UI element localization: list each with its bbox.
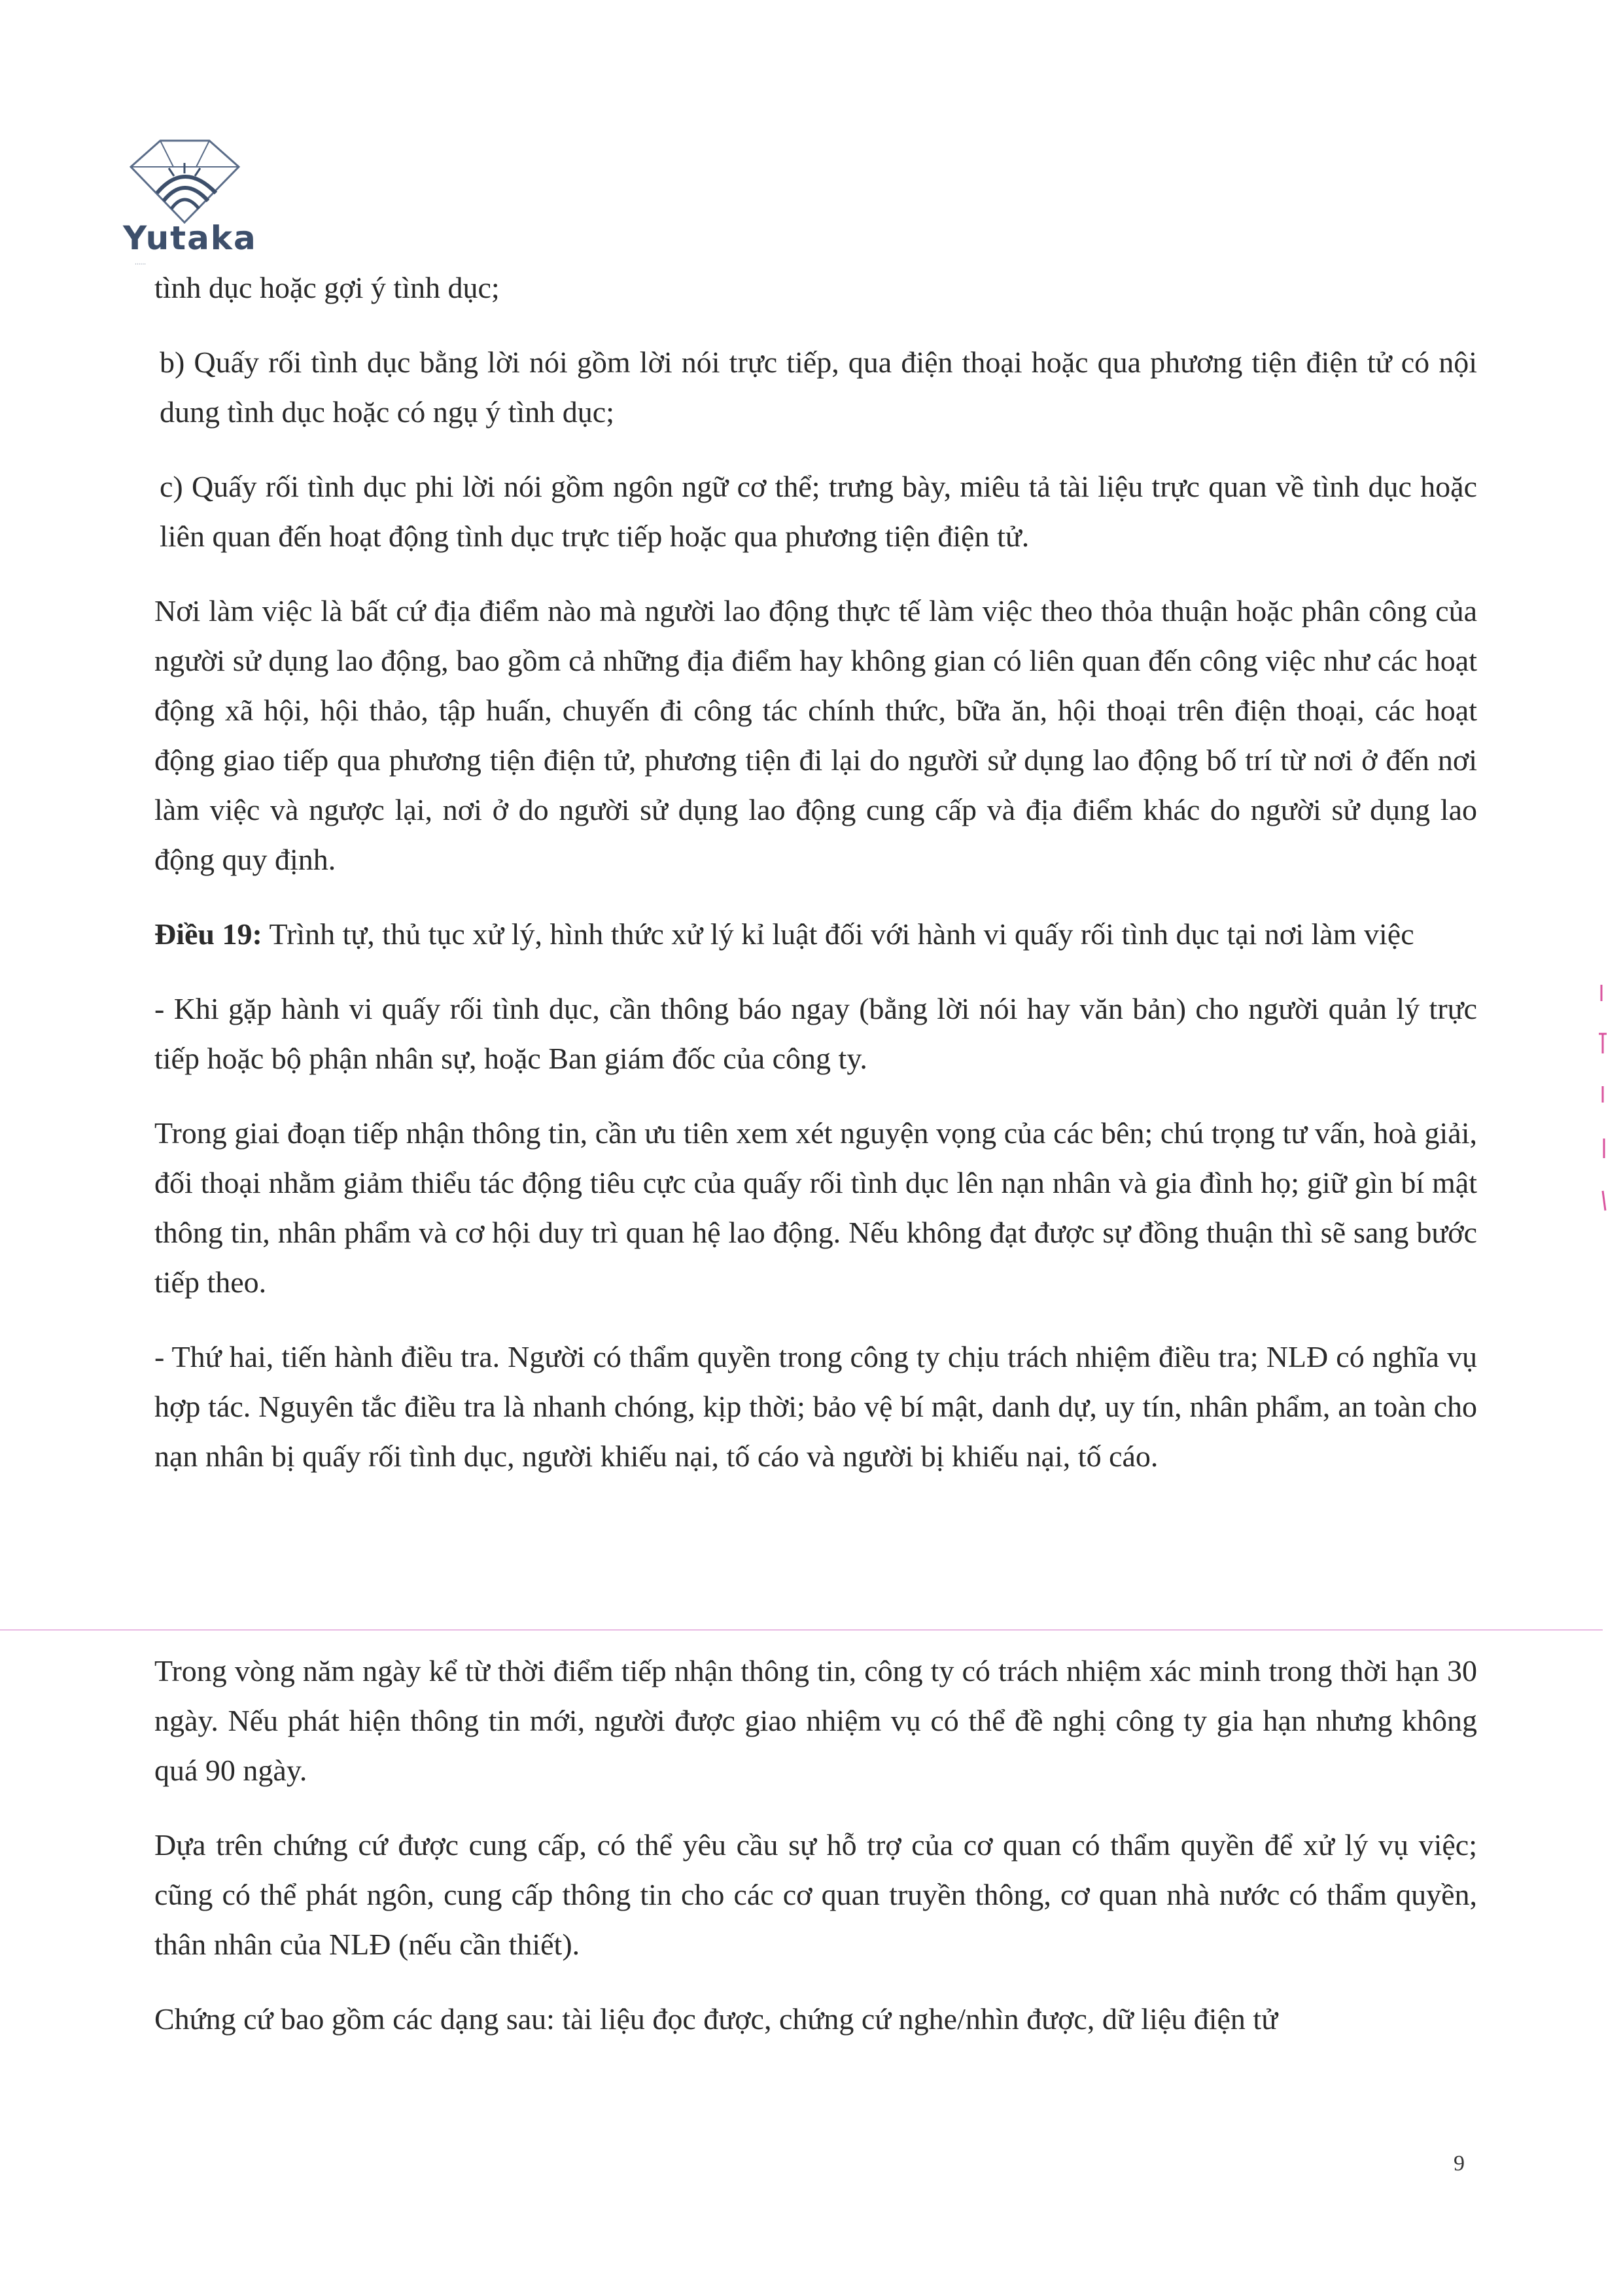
paragraph: Trong vòng năm ngày kể từ thời điểm tiếp nhận thông tin, công ty có trách nhiệm xác minh trong thời hạn 30 ngày. Nếu phát hiện thông tin mới, người được giao nhiệm vụ có thể đề nghị công ty gia hạn nhưng không quá 90 ngày.	[154, 1654, 1477, 1787]
paragraph: b) Quấy rối tình dục bằng lời nói gồm lời nói trực tiếp, qua điện thoại hoặc qua phương tiện điện tử có nội dung tình dục hoặc có ngụ ý tình dục;	[160, 345, 1477, 429]
logo-tagline: ......	[135, 260, 147, 266]
paragraph: Trong giai đoạn tiếp nhận thông tin, cần ưu tiên xem xét nguyện vọng của các bên; chú trọng tư vấn, hoà giải, đối thoại nhằm giảm thiểu tác động tiêu cực của quấy rối tình dục lên nạn nhân và gia đình họ; giữ gìn bí mật thông tin, nhân phẩm và cơ hội duy trì quan hệ lao động. Nếu không đạt được sự đồng thuận thì sẽ sang bước tiếp theo.	[154, 1116, 1477, 1299]
diamond-sun-icon	[111, 134, 255, 226]
logo-text: Yutaka	[123, 219, 257, 257]
company-logo	[111, 134, 281, 265]
document-body	[154, 263, 1477, 1506]
page-number: 9	[1454, 2151, 1465, 2176]
paragraph: - Khi gặp hành vi quấy rối tình dục, cần thông báo ngay (bằng lời nói hay văn bản) cho người quản lý trực tiếp hoặc bộ phận nhân sự, hoặc Ban giám đốc của công ty.	[154, 992, 1477, 1075]
paragraph: Chứng cứ bao gồm các dạng sau: tài liệu đọc được, chứng cứ nghe/nhìn được, dữ liệu điện tử	[154, 2002, 1278, 2036]
paragraph: tình dục hoặc gợi ý tình dục;	[154, 271, 500, 304]
article-label: Điều 19:	[154, 917, 262, 951]
paragraph: c) Quấy rối tình dục phi lời nói gồm ngôn ngữ cơ thể; trưng bày, miêu tả tài liệu trực quan về tình dục hoặc liên quan đến hoạt động tình dục trực tiếp hoặc qua phương tiện điện tử.	[160, 470, 1477, 553]
article-title: Trình tự, thủ tục xử lý, hình thức xử lý kỉ luật đối với hành vi quấy rối tình dục tại nơi làm việc	[262, 917, 1414, 951]
page-divider	[0, 1629, 1603, 1631]
article-heading	[154, 910, 1477, 959]
document-body-lower	[154, 1646, 1477, 2069]
paragraph: Nơi làm việc là bất cứ địa điểm nào mà người lao động thực tế làm việc theo thỏa thuận hoặc phân công của người sử dụng lao động, bao gồm cả những địa điểm hay không gian có liên quan đến công việc như các hoạt động xã hội, hội thảo, tập huấn, chuyến đi công tác chính thức, bữa ăn, hội thoại trên điện thoại, các hoạt động giao tiếp qua phương tiện điện tử, phương tiện đi lại do người sử dụng lao động bố trí từ nơi ở đến nơi làm việc và ngược lại, nơi ở do người sử dụng lao động cung cấp và địa điểm khác do người sử dụng lao động quy định.	[154, 594, 1477, 876]
paragraph: - Thứ hai, tiến hành điều tra. Người có thẩm quyền trong công ty chịu trách nhiệm điều tra; NLĐ có nghĩa vụ hợp tác. Nguyên tắc điều tra là nhanh chóng, kịp thời; bảo vệ bí mật, danh dự, uy tín, nhân phẩm, an toàn cho nạn nhân bị quấy rối tình dục, người khiếu nại, tố cáo và người bị khiếu nại, tố cáo.	[154, 1340, 1477, 1473]
margin-marks	[1594, 981, 1613, 1230]
paragraph: Dựa trên chứng cứ được cung cấp, có thể yêu cầu sự hỗ trợ của cơ quan có thẩm quyền để xử lý vụ việc; cũng có thể phát ngôn, cung cấp thông tin cho các cơ quan truyền thông, cơ quan nhà nước có thẩm quyền, thân nhân của NLĐ (nếu cần thiết).	[154, 1828, 1477, 1961]
